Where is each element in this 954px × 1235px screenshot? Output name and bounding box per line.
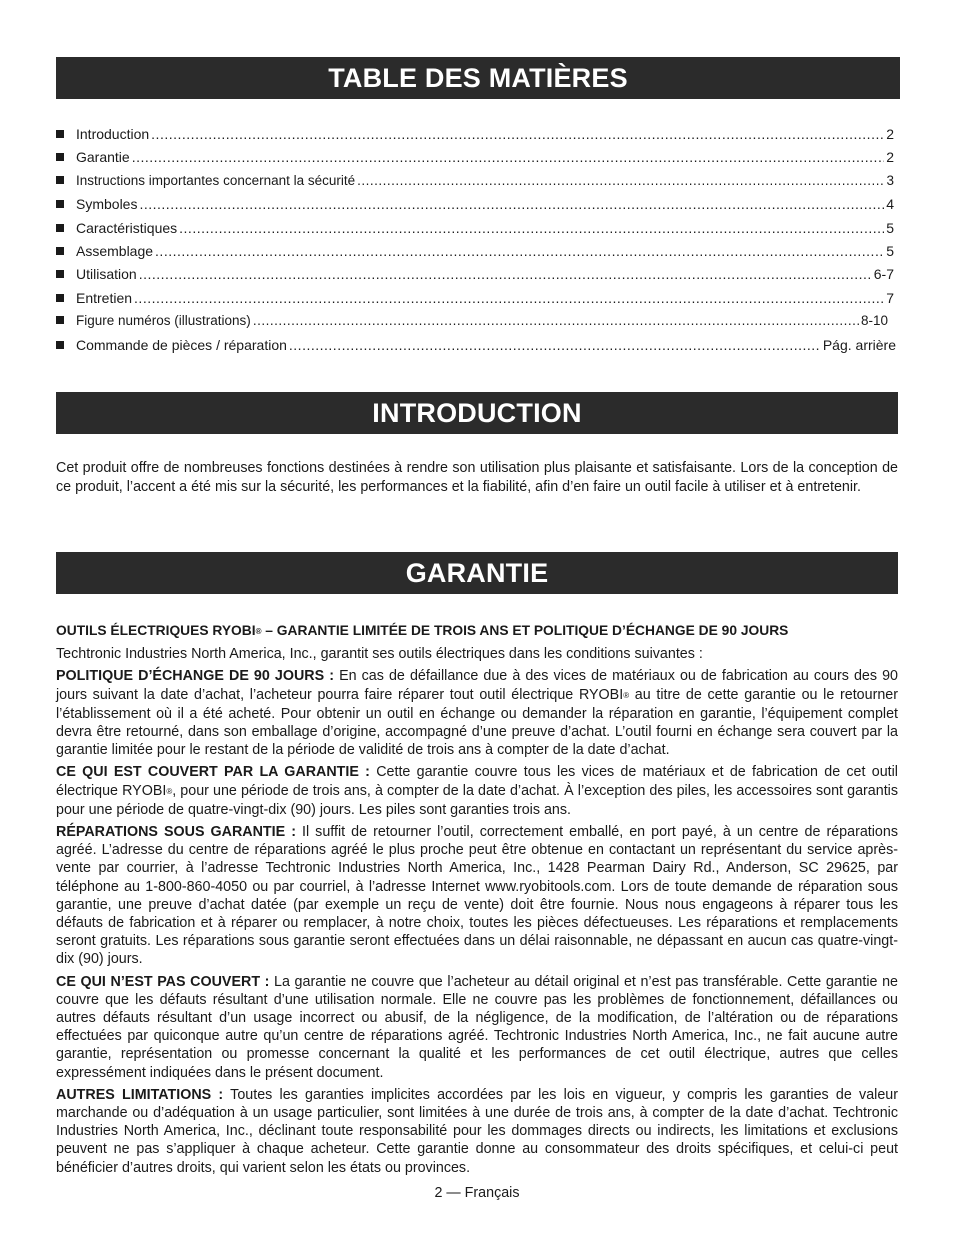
non-couvert-text: La garantie ne couvre que l’acheteur au détail original et n’est pas transférable. Cette garantie ne couvre que les défauts résultant d’une utilisation normale. Elle ne couvre pas les problèmes de fonctionnement, défaillances ou autres défauts résultant d’un usage incorrect ou abusif, de la négligence, de la modification, de l’altération ou de réparations effectuées par quiconque autre qu’un centre de réparations agréé. Techtronic Industries North America, Inc., ne fait aucune autre garantie, représentation ou promesse concernant la qualité et les performances de cet outil électrique, autres que celles expressément indiquées dans le présent document. <box>56 973 898 1081</box>
toc-item-label: Utilisation <box>76 266 137 283</box>
toc-item-label: Introduction <box>76 126 150 142</box>
politique-text-cont: au titre de cette garantie ou le retourner l’établissement où il a été acheté. Pour obtenir un outil en échange ou demander la réparation en garantie, l’équipement complet devra être retourné, dans son emballage d’origine, accompagné d’une preuve d’achat. L’outil fourni en échange sera couvert par la garantie limitée pour le restant de la période de validité de trois ans à compter de la date d’achat. <box>56 686 898 759</box>
toc-item-page: Pág. arrière <box>822 336 896 353</box>
square-bullet-icon <box>56 294 64 302</box>
dot-leader <box>155 243 884 259</box>
registered-mark: ® <box>166 786 173 796</box>
registered-mark: ® <box>623 690 630 700</box>
couvert-text-cont: , pour une période de trois ans, à compter de la date d’achat. À l’exception des piles, les accessoires sont garantis pour une période de quatre-vingt-dix (90) jours. Les piles sont garanties trois ans. <box>56 782 898 818</box>
toc-item-caracteristiques[interactable] <box>56 220 894 243</box>
politique-text: En cas de défaillance due à des vices de matériaux ou de fabrication au cours des 90 jours suivant la date d’achat, l’acheteur pourra faire réparer tout outil électrique RYOBI <box>56 668 898 703</box>
table-of-contents <box>56 126 894 360</box>
toc-item-page: 6-7 <box>873 266 894 283</box>
reparations-lead: RÉPARATIONS SOUS GARANTIE : <box>56 824 296 841</box>
toc-item-symboles[interactable] <box>56 196 894 219</box>
dot-leader <box>357 173 884 188</box>
toc-item-page: 7 <box>886 289 894 306</box>
dot-leader <box>134 290 884 306</box>
toc-item-page: 5 <box>886 242 894 259</box>
toc-banner: TABLE DES MATIÈRES <box>56 57 900 99</box>
toc-item-utilisation[interactable] <box>56 266 894 289</box>
toc-item-page: 5 <box>886 219 894 236</box>
heading-brand: OUTILS ÉLECTRIQUES RYOBI <box>56 623 256 638</box>
square-bullet-icon <box>56 316 64 324</box>
square-bullet-icon <box>56 341 64 349</box>
limitations-paragraph <box>56 1086 898 1177</box>
couvert-lead: CE QUI EST COUVERT PAR LA GARANTIE : <box>56 764 370 781</box>
toc-item-page: 3 <box>886 172 894 188</box>
limitations-lead: AUTRES LIMITATIONS : <box>56 1086 224 1103</box>
reparations-text: Il suffit de retourner l’outil, correctement emballé, en port payé, à un centre de réparations agréé. L’adresse du centre de réparations agréé le plus proche peut être obtenue en contactant un représentant du service après-vente par courrier, à l’adresse Techtronic Industries North America, Inc., 1428 Pearman Dairy Rd., Anderson, SC 29625, par téléphone au 1-800-860-4050 ou par courriel, à l’adresse Internet www.ryobitools.com. Lors de toute demande de réparation sous garantie, une preuve d’achat datée (par exemple un reçu de vente) doit être fournie. Nous nous engageons à réparer tous les défauts de fabrication et à réparer ou remplacer, à notre choix, toutes les pièces défectueuses. Les réparations et remplacements seront gratuits. Les réparations sous garantie seront effectuées dans un délai raisonnable, ne dépassant en aucun cas quatre-vingt-dix (90) jours. <box>56 824 898 968</box>
toc-item-page: 2 <box>886 149 894 166</box>
square-bullet-icon <box>56 130 64 138</box>
toc-item-label: Caractéristiques <box>76 219 178 236</box>
politique-lead: POLITIQUE D’ÉCHANGE DE 90 JOURS : <box>56 668 335 685</box>
square-bullet-icon <box>56 200 64 208</box>
toc-item-instructions-securite[interactable] <box>56 173 894 196</box>
toc-item-label: Garantie <box>76 149 130 166</box>
toc-item-commande-pieces[interactable] <box>56 337 896 360</box>
garantie-section <box>56 622 898 1181</box>
garantie-banner: GARANTIE <box>56 552 898 594</box>
dot-leader <box>132 149 885 165</box>
introduction-paragraph: Cet produit offre de nombreuses fonctions destinées à rendre son utilisation plus plaisante et satisfaisante. Lors de la conception de ce produit, l’accent a été mis sur la sécurité, les performances et la fiabilité, afin d’en faire un outil facile à utiliser et à entretenir. <box>56 460 898 495</box>
dot-leader <box>139 196 884 212</box>
couvert-paragraph <box>56 763 898 819</box>
square-bullet-icon <box>56 224 64 232</box>
garantie-intro: Techtronic Industries North America, Inc., garantit ses outils électriques dans les conditions suivantes : <box>56 646 703 663</box>
toc-item-entretien[interactable] <box>56 290 894 313</box>
dot-leader <box>151 126 884 142</box>
toc-item-label: Assemblage <box>76 242 154 259</box>
toc-item-label: Commande de pièces / réparation <box>76 336 287 353</box>
toc-item-page: 8-10 <box>860 313 888 329</box>
toc-item-figures[interactable] <box>56 313 894 336</box>
introduction-banner: INTRODUCTION <box>56 392 898 434</box>
square-bullet-icon <box>56 270 64 278</box>
toc-item-label: Instructions importantes concernant la sécurité <box>76 172 356 188</box>
politique-echange-paragraph <box>56 667 898 759</box>
non-couvert-paragraph <box>56 973 898 1082</box>
toc-item-garantie[interactable] <box>56 149 894 172</box>
dot-leader <box>139 266 872 282</box>
toc-item-assemblage[interactable] <box>56 243 894 266</box>
dot-leader <box>253 313 859 328</box>
limitations-text: Toutes les garanties implicites accordées par les lois en vigueur, y compris les garanties de valeur marchande ou d’adéquation à un usage particulier, sont limitées à une durée de trois ans, à compter de la date d’achat. Techtronic Industries North America, Inc., déclinant toute responsabilité pour les dommages directs ou indirects, les limitations et exclusions peuvent ne pas s’appliquer à chaque acheteur. Cette garantie donne au consommateur des droits spécifiques, et celui-ci peut bénéficier d’autres droits, qui varient selon les états ou provinces. <box>56 1086 898 1176</box>
heading-title: – GARANTIE LIMITÉE DE TROIS ANS ET POLITIQUE D’ÉCHANGE DE 90 JOURS <box>261 623 789 638</box>
registered-mark: ® <box>255 627 262 636</box>
couvert-text: Cette garantie couvre tous les vices de matériaux et de fabrication de cet outil électrique RYOBI <box>56 764 898 799</box>
square-bullet-icon <box>56 247 64 255</box>
toc-item-page: 4 <box>886 196 894 213</box>
toc-item-introduction[interactable] <box>56 126 894 149</box>
non-couvert-lead: CE QUI N’EST PAS COUVERT : <box>56 973 270 990</box>
page-footer: 2 — Français <box>434 1185 520 1201</box>
reparations-paragraph <box>56 823 898 969</box>
toc-item-page: 2 <box>886 126 894 142</box>
dot-leader <box>289 337 821 353</box>
garantie-heading <box>56 622 898 641</box>
square-bullet-icon <box>56 153 64 161</box>
dot-leader <box>179 220 884 236</box>
toc-item-label: Figure numéros (illustrations) <box>76 313 251 329</box>
square-bullet-icon <box>56 176 64 184</box>
toc-item-label: Entretien <box>76 289 133 306</box>
toc-item-label: Symboles <box>76 196 138 213</box>
